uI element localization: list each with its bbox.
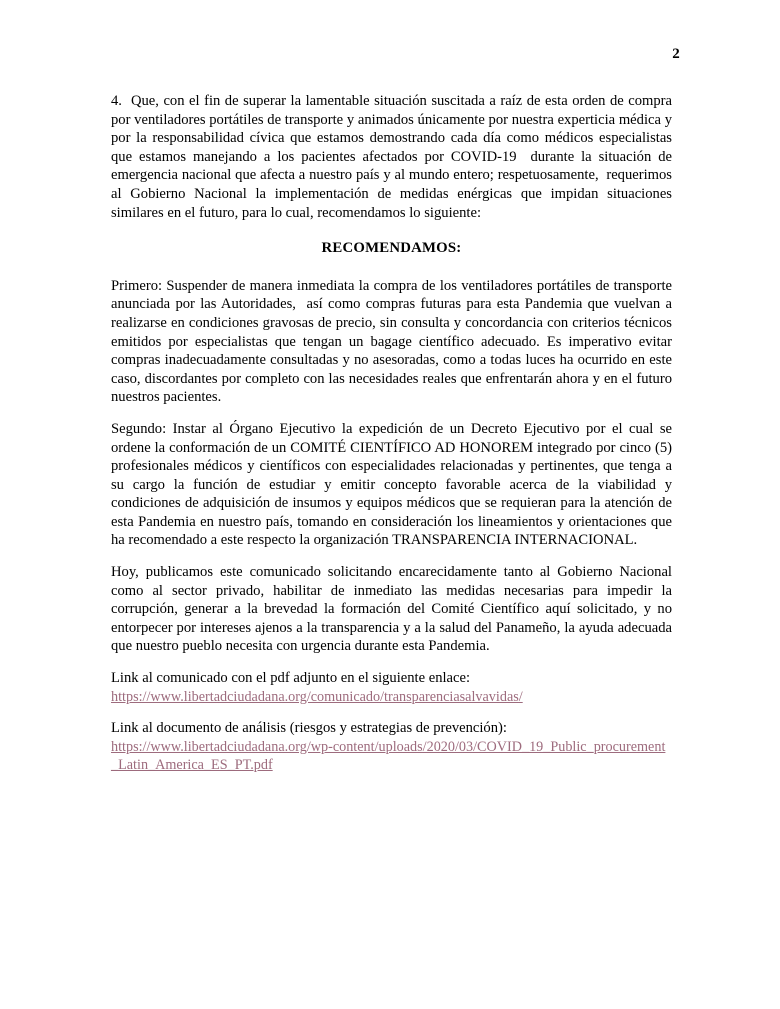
paragraph-segundo: Segundo: Instar al Órgano Ejecutivo la expedición de un Decreto Ejecutivo por el cual se ordene la conformación de un COMITÉ CIENTÍFICO AD HONOREM integrado por cinco (5) profesionales médicos y científicos con especialidades relacionadas y pertinentes, que tenga a su cargo la función de estudiar y emitir concepto favorable acerca de la viabilidad y condiciones de adquisición de insumos y equipos médicos que se requieran para la atención de esta Pandemia en nuestro país, tomando en consideración los lineamientos y orientaciones que ha recomendado a este respecto la organización TRANSPARENCIA INTERNACIONAL. — [111, 420, 676, 549]
document-body — [111, 92, 676, 788]
link-block-analisis — [111, 719, 672, 775]
link-label-comunicado: Link al comunicado con el pdf adjunto en el siguiente enlace: — [111, 670, 471, 687]
page-number: 2 — [672, 46, 680, 62]
paragraph-hoy: Hoy, publicamos este comunicado solicitando encarecidamente tanto al Gobierno Nacional como al sector privado, habilitar de inmediato las medidas necesarias para impedir la corrupción, generar a la brevedad la formación del Comité Científico aquí solicitado, y no entorpecer por intereses ajenos a la transparencia y a la salud del Panameño, la ayuda adecuada que nuestro pueblo necesita con urgencia durante esta Pandemia. — [111, 564, 676, 655]
link-block-comunicado — [111, 669, 672, 706]
link-label-analisis: Link al documento de análisis (riesgos y estrategias de prevención): — [111, 720, 507, 737]
section-heading-recomendamos: RECOMENDAMOS: — [321, 240, 462, 257]
link-comunicado[interactable]: https://www.libertadciudadana.org/comunicado/transparenciasalvavidas/ — [111, 688, 523, 705]
link-analisis[interactable]: https://www.libertadciudadana.org/wp-content/uploads/2020/03/COVID_19_Public_procurement_Latin_America_ES_PT.pdf — [111, 738, 666, 774]
paragraph-item-four: 4. Que, con el fin de superar la lamentable situación suscitada a raíz de esta orden de compra por ventiladores portátiles de transporte y animados únicamente por nuestra experticia médica y por la responsabilidad cívica que estamos demostrando cada día como médicos especialistas que estamos manejando a los pacientes afectados por COVID-19 durante la situación de emergencia nacional que afecta a nuestro país y al mundo entero; respetuosamente, requerimos al Gobierno Nacional la implementación de medidas enérgicas que impidan situaciones similares en el futuro, para lo cual, recomendamos lo siguiente: — [111, 93, 676, 221]
paragraph-primero: Primero: Suspender de manera inmediata la compra de los ventiladores portátiles de transporte anunciada por las Autoridades, así como compras futuras para esta Pandemia que vuelvan a realizarse en condiciones gravosas de precio, sin consulta y concordancia con criterios técnicos emitidos por especialistas que tengan un bagage científico adecuado. Es imperativo evitar compras inadecuadamente consultadas y no asesoradas, como a todas luces ha ocurrido en este caso, discordantes por completo con las necesidades reales que enfrentarán ahora y en el futuro nuestros pacientes. — [111, 277, 676, 406]
